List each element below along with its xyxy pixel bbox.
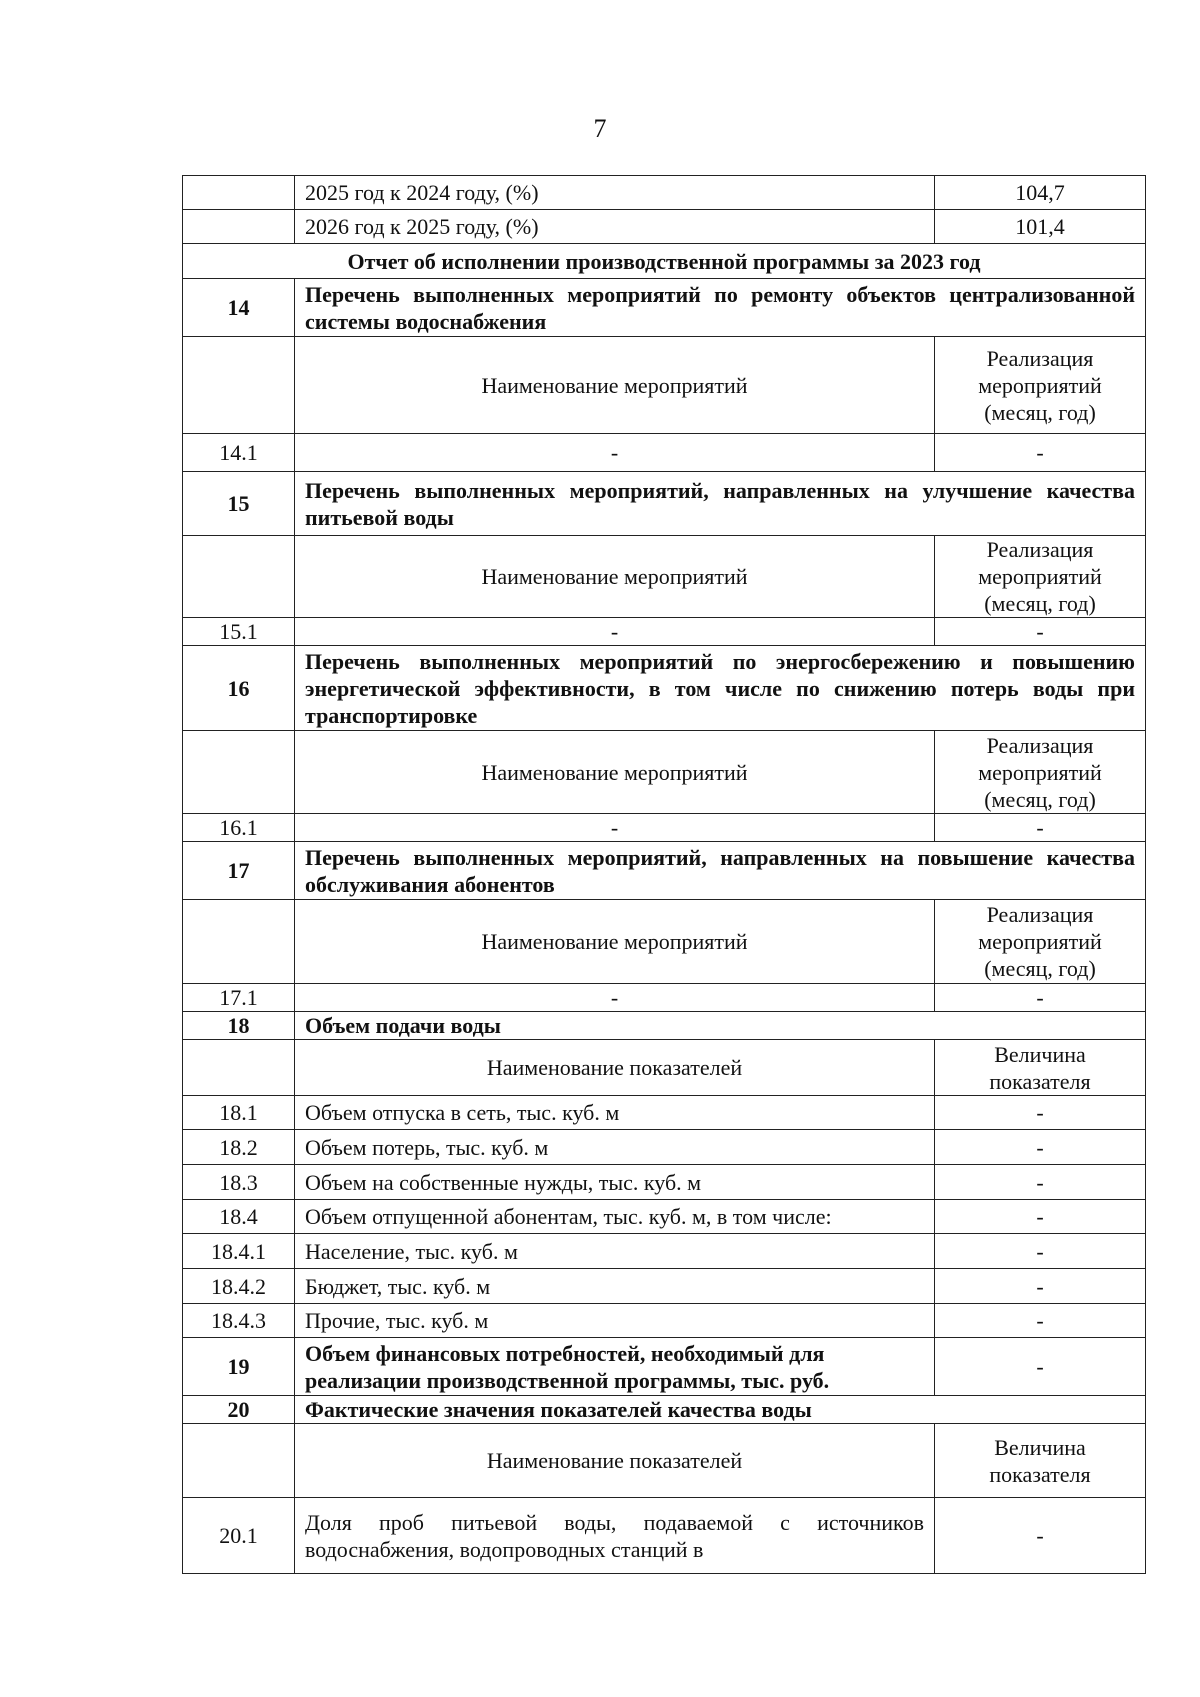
item-label: Объем отпуска в сеть, тыс. куб. м	[295, 1096, 935, 1130]
column-header-impl: Величина показателя	[935, 1040, 1146, 1096]
table-row	[183, 337, 1146, 434]
table-row	[183, 1165, 1146, 1200]
section-number: 14	[183, 279, 295, 337]
section-number: 18	[183, 1012, 295, 1040]
column-header-impl: Реализация мероприятий (месяц, год)	[935, 900, 1146, 984]
item-value: -	[935, 434, 1146, 472]
table-row	[183, 1012, 1146, 1040]
item-name: -	[295, 984, 935, 1012]
item-value: -	[935, 1165, 1146, 1200]
section-title: Объем подачи воды	[295, 1012, 1146, 1040]
table-row	[183, 434, 1146, 472]
item-number: 18.4.1	[183, 1234, 295, 1269]
num-cell	[183, 1424, 295, 1498]
table-row	[183, 536, 1146, 618]
section-value: -	[935, 1338, 1146, 1396]
section-title: Перечень выполненных мероприятий по ремонту объектов централизованной системы водоснабжения	[295, 279, 1146, 337]
table-row	[183, 176, 1146, 210]
indicator-value: 104,7	[935, 176, 1146, 210]
section-title: Объем финансовых потребностей, необходимый для реализации производственной программы, тыс. руб.	[295, 1338, 935, 1396]
item-name: -	[295, 434, 935, 472]
item-number: 18.4	[183, 1200, 295, 1234]
table-row	[183, 1040, 1146, 1096]
page-number: 7	[593, 114, 607, 143]
indicator-label: 2026 год к 2025 году, (%)	[295, 210, 935, 244]
table-row	[183, 1130, 1146, 1165]
section-title: Перечень выполненных мероприятий, направленных на повышение качества обслуживания абонентов	[295, 842, 1146, 900]
indicator-value: 101,4	[935, 210, 1146, 244]
table-row	[183, 472, 1146, 536]
item-value: -	[935, 1096, 1146, 1130]
table-row	[183, 814, 1146, 842]
table-row	[183, 1200, 1146, 1234]
table-row	[183, 618, 1146, 646]
table-row	[183, 1396, 1146, 1424]
num-cell	[183, 210, 295, 244]
table-row	[183, 1269, 1146, 1304]
item-value: -	[935, 814, 1146, 842]
num-cell	[183, 900, 295, 984]
item-value: -	[935, 1269, 1146, 1304]
item-number: 15.1	[183, 618, 295, 646]
item-number: 18.1	[183, 1096, 295, 1130]
table-row	[183, 842, 1146, 900]
table-row	[183, 1304, 1146, 1338]
table-row	[183, 1498, 1146, 1574]
table-row	[183, 279, 1146, 337]
program-table	[182, 175, 1146, 1574]
table-row	[183, 244, 1146, 279]
section-number: 16	[183, 646, 295, 731]
item-value: -	[935, 1498, 1146, 1574]
item-label: Объем отпущенной абонентам, тыс. куб. м, в том числе:	[295, 1200, 935, 1234]
section-number: 20	[183, 1396, 295, 1424]
num-cell	[183, 731, 295, 814]
table-row	[183, 1234, 1146, 1269]
num-cell	[183, 536, 295, 618]
column-header-name: Наименование показателей	[295, 1424, 935, 1498]
column-header-impl: Величина показателя	[935, 1424, 1146, 1498]
indicator-label: 2025 год к 2024 году, (%)	[295, 176, 935, 210]
section-number: 15	[183, 472, 295, 536]
table-row	[183, 984, 1146, 1012]
item-number: 18.4.2	[183, 1269, 295, 1304]
item-number: 17.1	[183, 984, 295, 1012]
table-row	[183, 1096, 1146, 1130]
section-title: Перечень выполненных мероприятий, направленных на улучшение качества питьевой воды	[295, 472, 1146, 536]
table-row	[183, 1338, 1146, 1396]
table-row	[183, 646, 1146, 731]
item-number: 18.4.3	[183, 1304, 295, 1338]
table-row	[183, 1424, 1146, 1498]
num-cell	[183, 337, 295, 434]
item-value: -	[935, 618, 1146, 646]
item-value: -	[935, 1130, 1146, 1165]
item-value: -	[935, 1234, 1146, 1269]
column-header-impl: Реализация мероприятий (месяц, год)	[935, 731, 1146, 814]
num-cell	[183, 1040, 295, 1096]
item-number: 20.1	[183, 1498, 295, 1574]
table-row	[183, 731, 1146, 814]
item-label: Объем потерь, тыс. куб. м	[295, 1130, 935, 1165]
report-title: Отчет об исполнении производственной программы за 2023 год	[183, 244, 1146, 279]
column-header-name: Наименование мероприятий	[295, 900, 935, 984]
section-title: Перечень выполненных мероприятий по энергосбережению и повышению энергетической эффективности, в том числе по снижению потерь воды при транспортировке	[295, 646, 1146, 731]
item-number: 14.1	[183, 434, 295, 472]
item-label: Доля проб питьевой воды, подаваемой с источников водоснабжения, водопроводных станций в	[295, 1498, 935, 1574]
item-value: -	[935, 984, 1146, 1012]
item-label: Прочие, тыс. куб. м	[295, 1304, 935, 1338]
item-label: Объем на собственные нужды, тыс. куб. м	[295, 1165, 935, 1200]
column-header-name: Наименование мероприятий	[295, 536, 935, 618]
item-number: 16.1	[183, 814, 295, 842]
item-name: -	[295, 814, 935, 842]
table-row	[183, 210, 1146, 244]
item-value: -	[935, 1304, 1146, 1338]
item-label: Бюджет, тыс. куб. м	[295, 1269, 935, 1304]
table-row	[183, 900, 1146, 984]
section-number: 19	[183, 1338, 295, 1396]
section-title: Фактические значения показателей качества воды	[295, 1396, 1146, 1424]
item-number: 18.3	[183, 1165, 295, 1200]
column-header-name: Наименование мероприятий	[295, 731, 935, 814]
column-header-impl: Реализация мероприятий (месяц, год)	[935, 337, 1146, 434]
section-number: 17	[183, 842, 295, 900]
num-cell	[183, 176, 295, 210]
column-header-name: Наименование мероприятий	[295, 337, 935, 434]
item-number: 18.2	[183, 1130, 295, 1165]
item-label: Население, тыс. куб. м	[295, 1234, 935, 1269]
item-value: -	[935, 1200, 1146, 1234]
column-header-name: Наименование показателей	[295, 1040, 935, 1096]
item-name: -	[295, 618, 935, 646]
column-header-impl: Реализация мероприятий (месяц, год)	[935, 536, 1146, 618]
